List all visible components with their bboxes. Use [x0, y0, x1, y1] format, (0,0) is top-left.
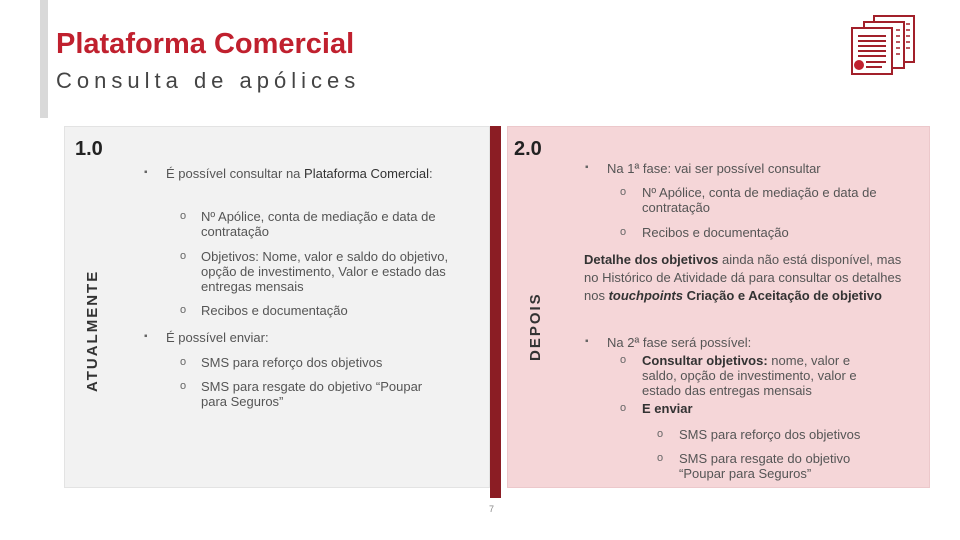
- sub-bullet: o: [620, 354, 627, 366]
- send-intro: É possível enviar:: [166, 330, 269, 345]
- phase1-label: Na 1ª fase: vai ser possível consultar: [607, 161, 821, 176]
- phase1-item: Recibos e documentação: [642, 225, 789, 240]
- bullet-dot: ▪: [585, 336, 589, 347]
- phase1-item: Nº Apólice, conta de mediação e data de contratação: [642, 185, 877, 215]
- sub-bullet: o: [180, 380, 187, 392]
- sub-bullet: o: [620, 402, 627, 414]
- header-accent-bar: [40, 0, 48, 118]
- bullet-dot: ▪: [585, 162, 589, 173]
- sub-bullet: o: [620, 226, 627, 238]
- sub-bullet: o: [180, 356, 187, 368]
- page-title: Plataforma Comercial: [56, 28, 355, 60]
- page-number: 7: [489, 504, 495, 514]
- sub-bullet: o: [180, 210, 187, 222]
- sub-bullet: o: [657, 428, 664, 440]
- divider-bar: [490, 126, 501, 498]
- consult-objectives: Consultar objetivos: nome, valor e saldo, opção de investimento, valor e estado das entregas mensais: [642, 353, 857, 398]
- version-label-right: 2.0: [514, 138, 542, 160]
- sub-bullet: o: [620, 186, 627, 198]
- send-item: SMS para reforço dos objetivos: [201, 355, 383, 370]
- phase2-label: Na 2ª fase será possível:: [607, 335, 752, 350]
- version-label-left: 1.0: [75, 138, 103, 160]
- consult-item: Objetivos: Nome, valor e saldo do objetivo, opção de investimento, Valor e estado das entregas mensais: [201, 249, 449, 294]
- send-item: SMS para resgate do objetivo “Poupar para Seguros”: [201, 379, 423, 409]
- page-subtitle: Consulta de apólices: [56, 68, 361, 93]
- bullet-dot: ▪: [144, 331, 148, 342]
- side-label-left: ATUALMENTE: [84, 269, 101, 392]
- consult-item: Recibos e documentação: [201, 303, 348, 318]
- sub-bullet: o: [180, 250, 187, 262]
- detail-note: Detalhe dos objetivos ainda não está disponível, mas no Histórico de Atividade dá para consultar os detalhes nos touchpoints Criação e Aceitação de objetivo: [584, 252, 902, 303]
- documents-icon: [848, 14, 920, 76]
- sub-bullet: o: [657, 452, 664, 464]
- send-item: SMS para reforço dos objetivos: [679, 427, 861, 442]
- send-item: SMS para resgate do objetivo “Poupar para Seguros”: [679, 451, 851, 481]
- consult-item: Nº Apólice, conta de mediação e data de contratação: [201, 209, 436, 239]
- consult-intro: É possível consultar na Plataforma Comercial:: [166, 166, 433, 181]
- side-label-right: DEPOIS: [527, 292, 544, 361]
- sub-bullet: o: [180, 304, 187, 316]
- bullet-dot: ▪: [144, 167, 148, 178]
- send-label: E enviar: [642, 401, 693, 416]
